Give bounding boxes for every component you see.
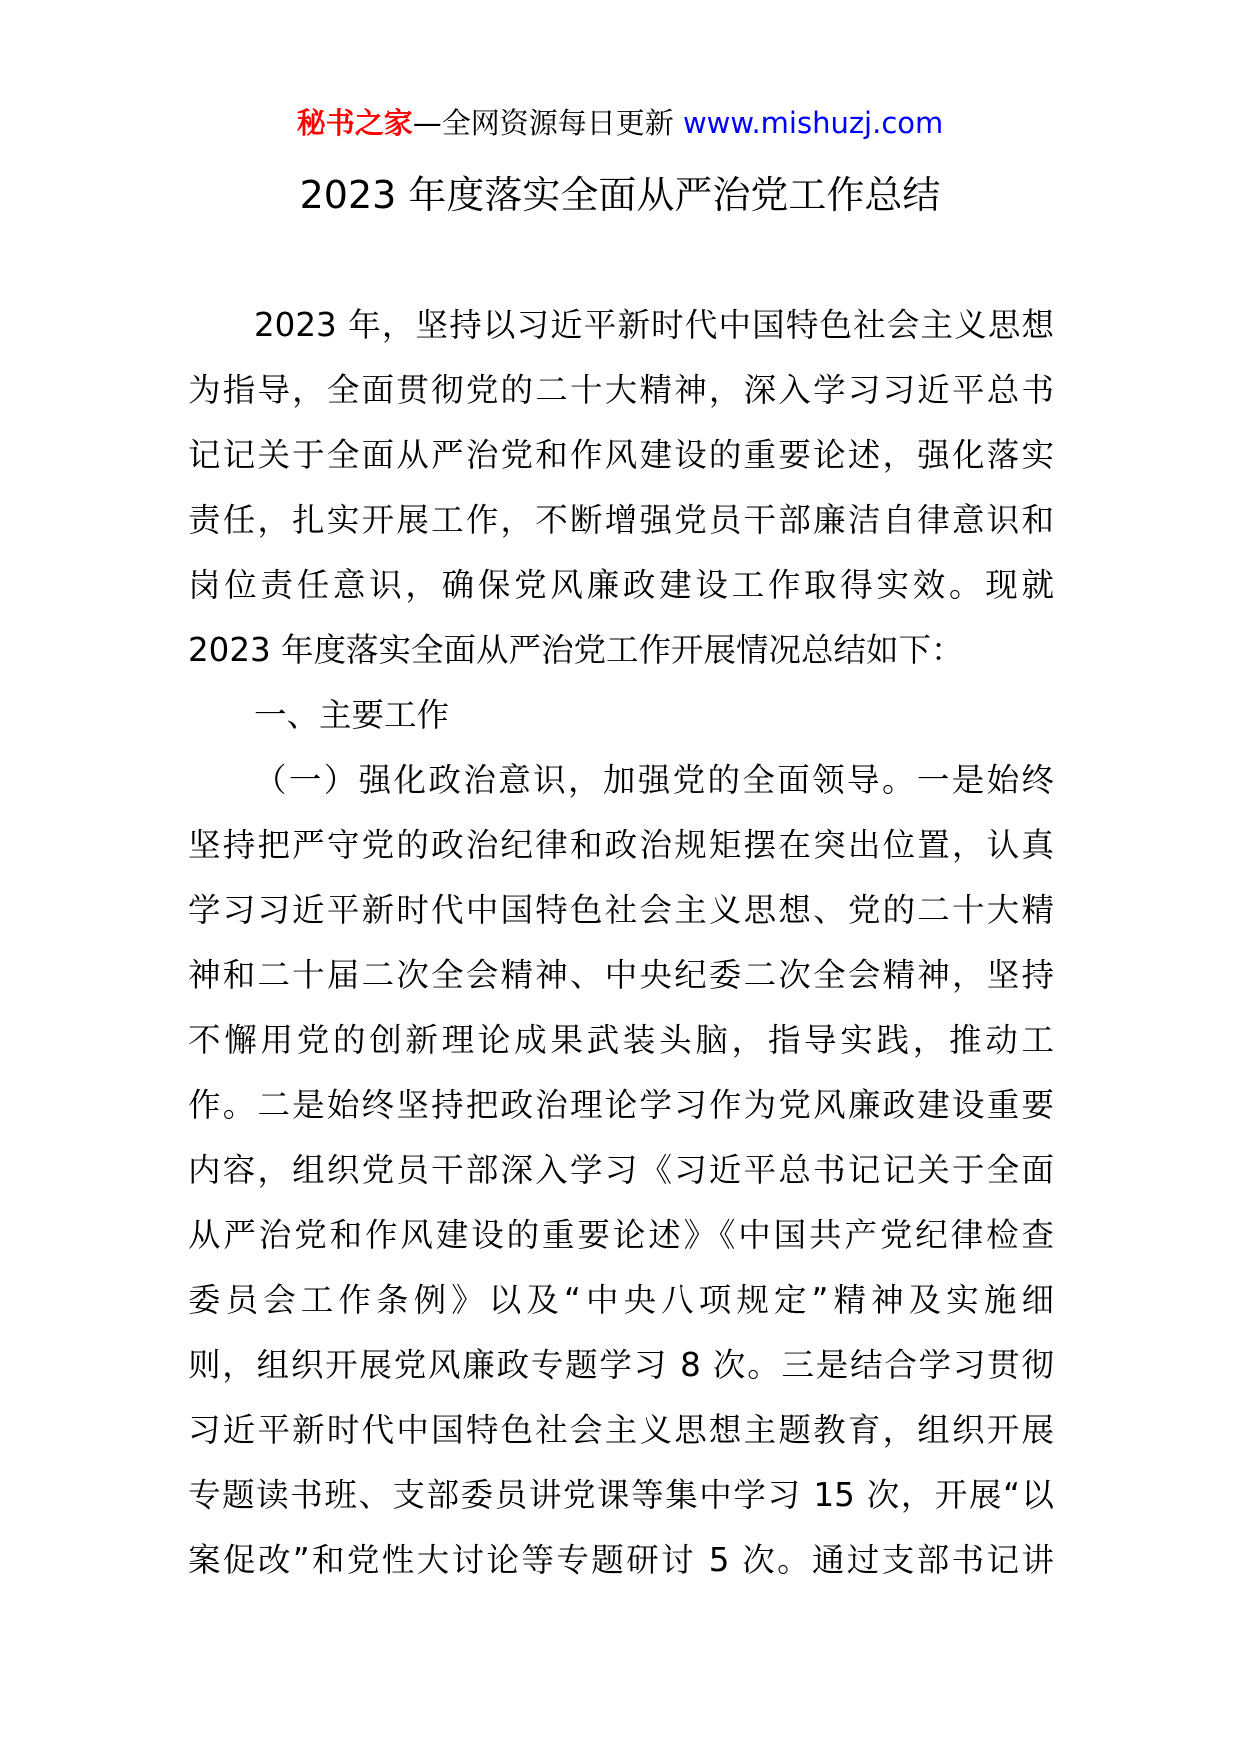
paragraph-line: 内容，组织党员干部深入学习《习近平总书记记关于全面 xyxy=(188,1151,1054,1189)
paragraph-line: 作。二是始终坚持把政治理论学习作为党风廉政建设重要 xyxy=(188,1086,1054,1124)
paragraph-line: 为指导，全面贯彻党的二十大精神，深入学习习近平总书 xyxy=(188,371,1054,409)
paragraph-line: 记记关于全面从严治党和作风建设的重要论述，强化落实 xyxy=(188,436,1054,474)
paragraph-line: 神和二十届二次全会精神、中央纪委二次全会精神，坚持 xyxy=(188,956,1054,994)
site-url-link[interactable]: www.mishuzj.com xyxy=(682,106,944,140)
site-header xyxy=(0,98,1240,148)
paragraph-line: 学习习近平新时代中国特色社会主义思想、党的二十大精 xyxy=(188,891,1054,929)
paragraph-line: 2023 年度落实全面从严治党工作开展情况总结如下： xyxy=(188,631,964,669)
document-body xyxy=(188,293,1054,1593)
paragraph-line: 委员会工作条例》以及“中央八项规定”精神及实施细 xyxy=(188,1281,1054,1319)
paragraph-line: 不懈用党的创新理论成果武装头脑，指导实践，推动工 xyxy=(188,1021,1054,1059)
section-heading: 一、主要工作 xyxy=(254,696,450,734)
paragraph-line: （一）强化政治意识，加强党的全面领导。一是始终 xyxy=(254,761,1054,799)
paragraph-line: 坚持把严守党的政治纪律和政治规矩摆在突出位置，认真 xyxy=(188,826,1054,864)
paragraph-line: 责任，扎实开展工作，不断增强党员干部廉洁自律意识和 xyxy=(188,501,1054,539)
paragraph-line: 2023 年，坚持以习近平新时代中国特色社会主义思想 xyxy=(254,306,1054,344)
document-title: 2023 年度落实全面从严治党工作总结 xyxy=(299,173,941,217)
header-tagline: —全网资源每日更新 xyxy=(412,106,683,140)
brand-name: 秘书之家 xyxy=(296,106,413,140)
paragraph-line: 案促改”和党性大讨论等专题研讨 5 次。通过支部书记讲 xyxy=(188,1541,1054,1579)
paragraph-line: 专题读书班、支部委员讲党课等集中学习 15 次，开展“以 xyxy=(188,1476,1054,1514)
paragraph-line: 从严治党和作风建设的重要论述》《中国共产党纪律检查 xyxy=(188,1216,1054,1254)
paragraph-line: 岗位责任意识，确保党风廉政建设工作取得实效。现就 xyxy=(188,566,1054,604)
paragraph-line: 则，组织开展党风廉政专题学习 8 次。三是结合学习贯彻 xyxy=(188,1346,1054,1384)
paragraph-line: 习近平新时代中国特色社会主义思想主题教育，组织开展 xyxy=(188,1411,1054,1449)
